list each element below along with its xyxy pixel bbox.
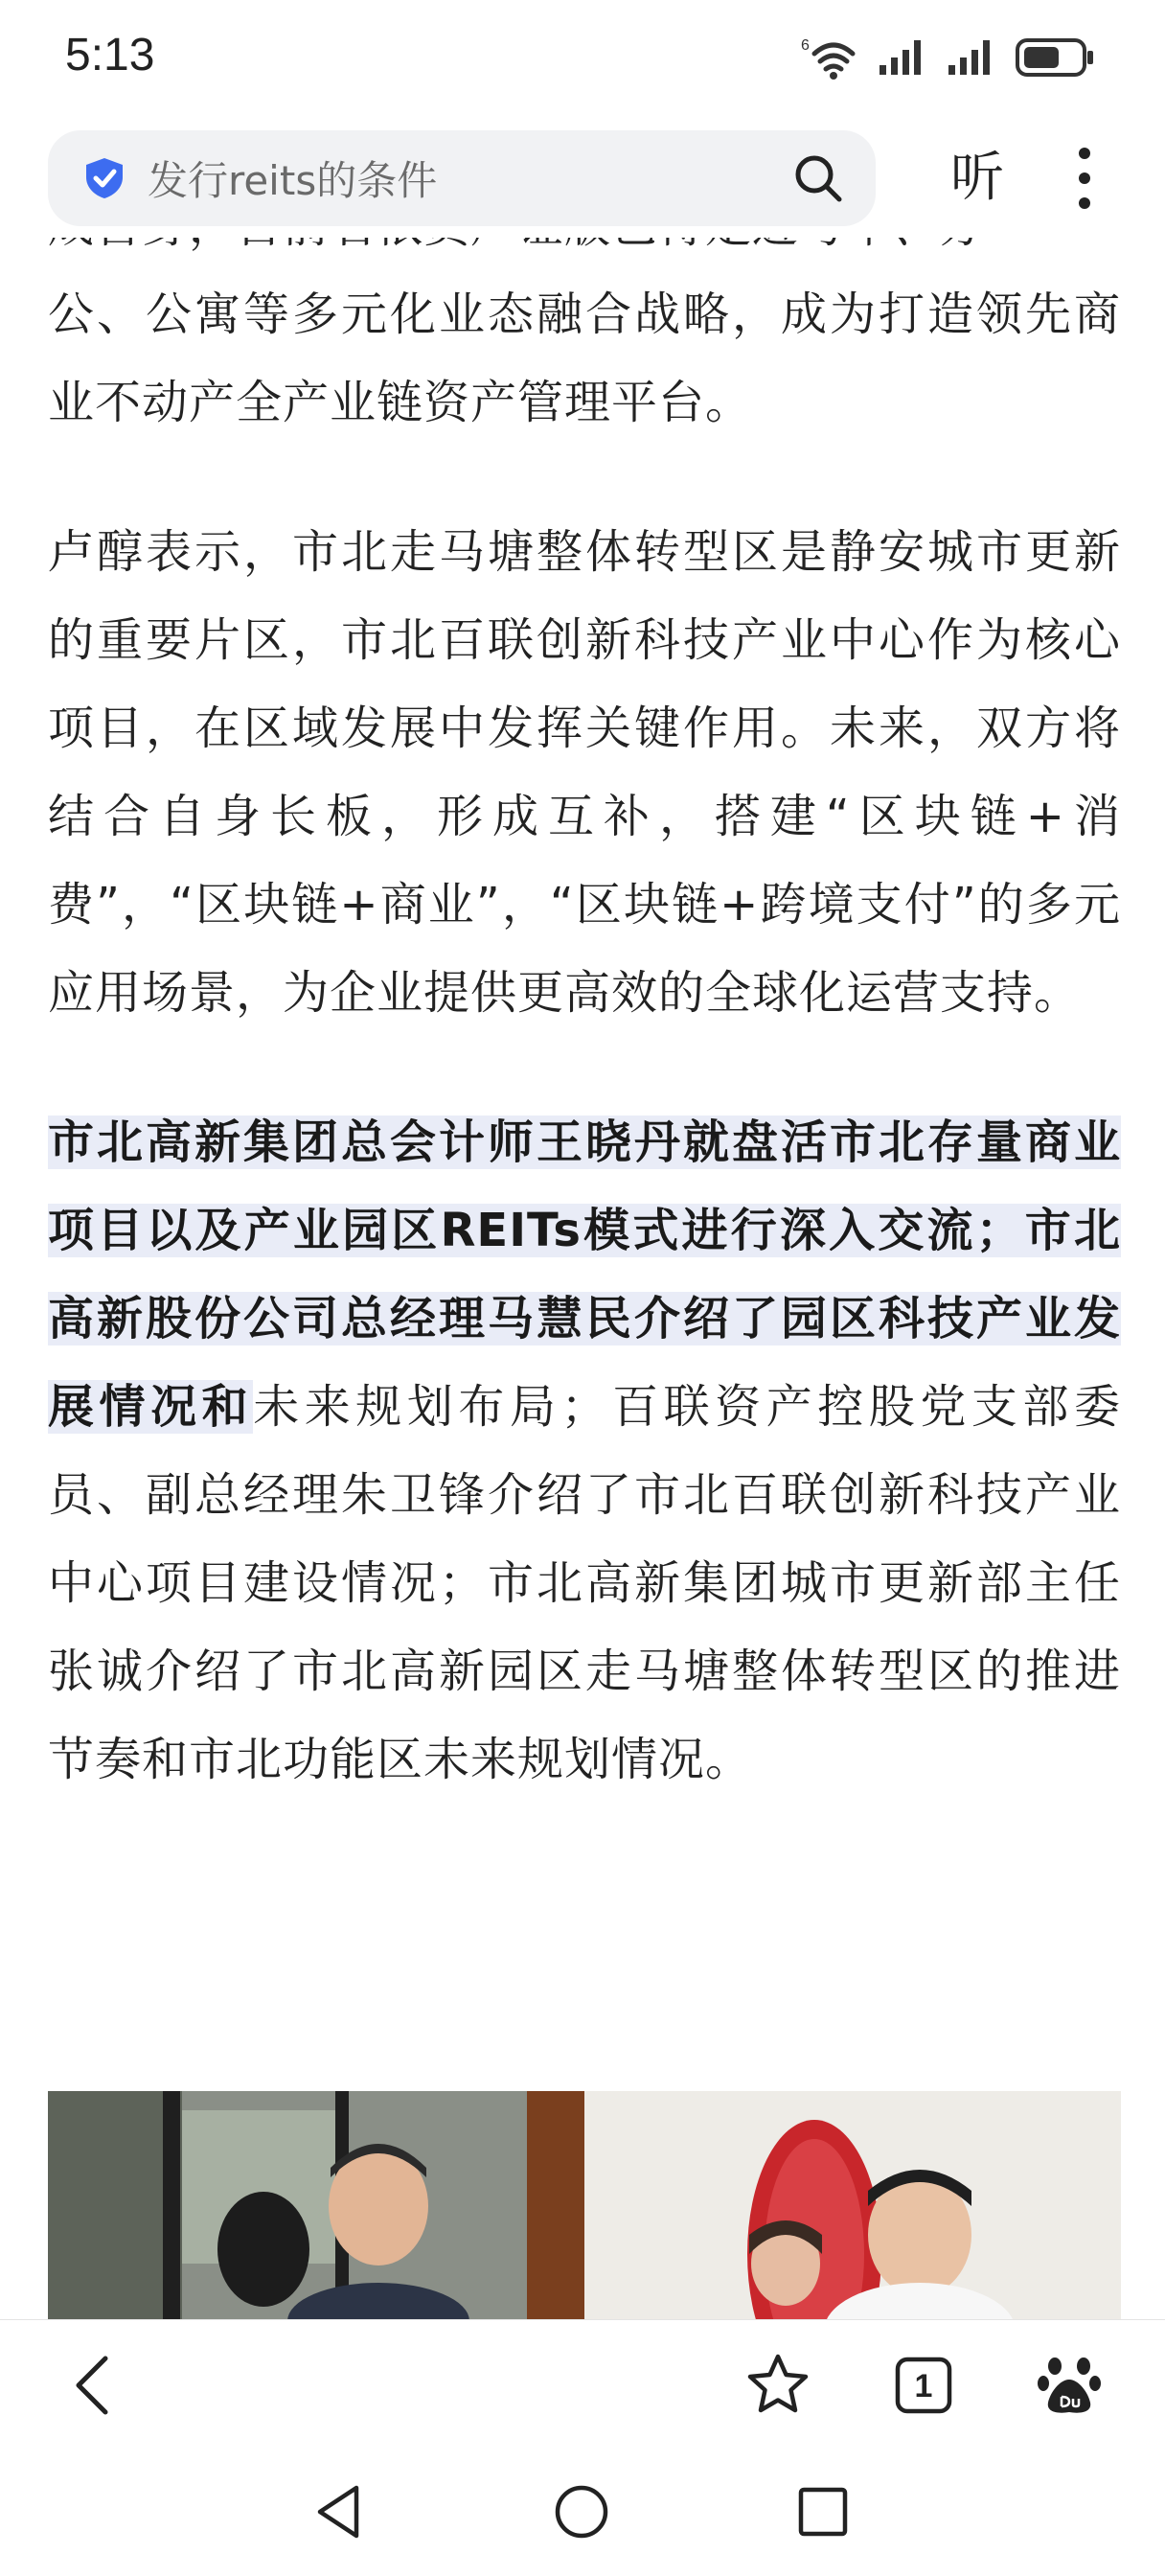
system-back-icon[interactable]: [308, 2480, 372, 2543]
listen-button[interactable]: 听: [950, 147, 1004, 209]
signal-icon-2: [947, 38, 996, 77]
shield-icon: [82, 156, 126, 200]
star-icon[interactable]: [743, 2351, 812, 2420]
article-photo[interactable]: [48, 2091, 1121, 2321]
article-content: [48, 182, 1121, 1804]
battery-icon: [1016, 36, 1096, 79]
more-options-icon[interactable]: [1063, 144, 1106, 213]
browser-bottom-nav: [0, 2319, 1165, 2449]
system-recents-icon[interactable]: [791, 2480, 855, 2543]
baidu-paw-icon[interactable]: [1035, 2351, 1104, 2420]
signal-icon-1: [878, 38, 927, 77]
paragraph-3-rest: 未来规划布局；百联资产控股党支部委员、副总经理朱卫锋介绍了市北百联创新科技产业中心项目建设情况；市北高新集团城市更新部主任张诚介绍了市北高新园区走马塘整体转型区的推进节奏和市北功能区未来规划情况。: [48, 1380, 1121, 1786]
article-paragraph-3: [48, 1098, 1121, 1804]
wifi-icon: [801, 34, 858, 80]
status-bar: [0, 0, 1165, 119]
search-area: [0, 119, 1165, 238]
search-box[interactable]: [48, 130, 876, 226]
search-icon[interactable]: [793, 153, 843, 203]
article-paragraph-2: 卢醇表示，市北走马塘整体转型区是静安城市更新的重要片区，市北百联创新科技产业中心作为核心项目，在区域发展中发挥关键作用。未来，双方将结合自身长板，形成互补，搭建“区块链+消费”，“区块链+商业”，“区块链+跨境支付”的多元应用场景，为企业提供更高效的全球化运营支持。: [48, 525, 1121, 1020]
wifi-badge: 6: [801, 37, 810, 54]
highlighted-bold-text: 市北高新集团总会计师王晓丹就盘活市北存量商业项目以及产业园区REITs模式进行深入交流；市北高新股份公司总经理马慧民介绍了园区科技产业发展情况和: [48, 1116, 1121, 1434]
system-home-icon[interactable]: [550, 2480, 613, 2543]
tabs-count: 1: [914, 2368, 933, 2404]
article-paragraph-1: 公、公寓等多元化业态融合战略，成为打造领先商业不动产全产业链资产管理平台。: [48, 288, 1121, 429]
tabs-button[interactable]: [889, 2351, 958, 2420]
status-icons: [801, 34, 1096, 80]
status-time: 5:13: [65, 30, 155, 80]
system-nav: [0, 2448, 1165, 2576]
search-input[interactable]: 发行reits的条件: [148, 157, 438, 204]
back-icon[interactable]: [59, 2351, 128, 2420]
